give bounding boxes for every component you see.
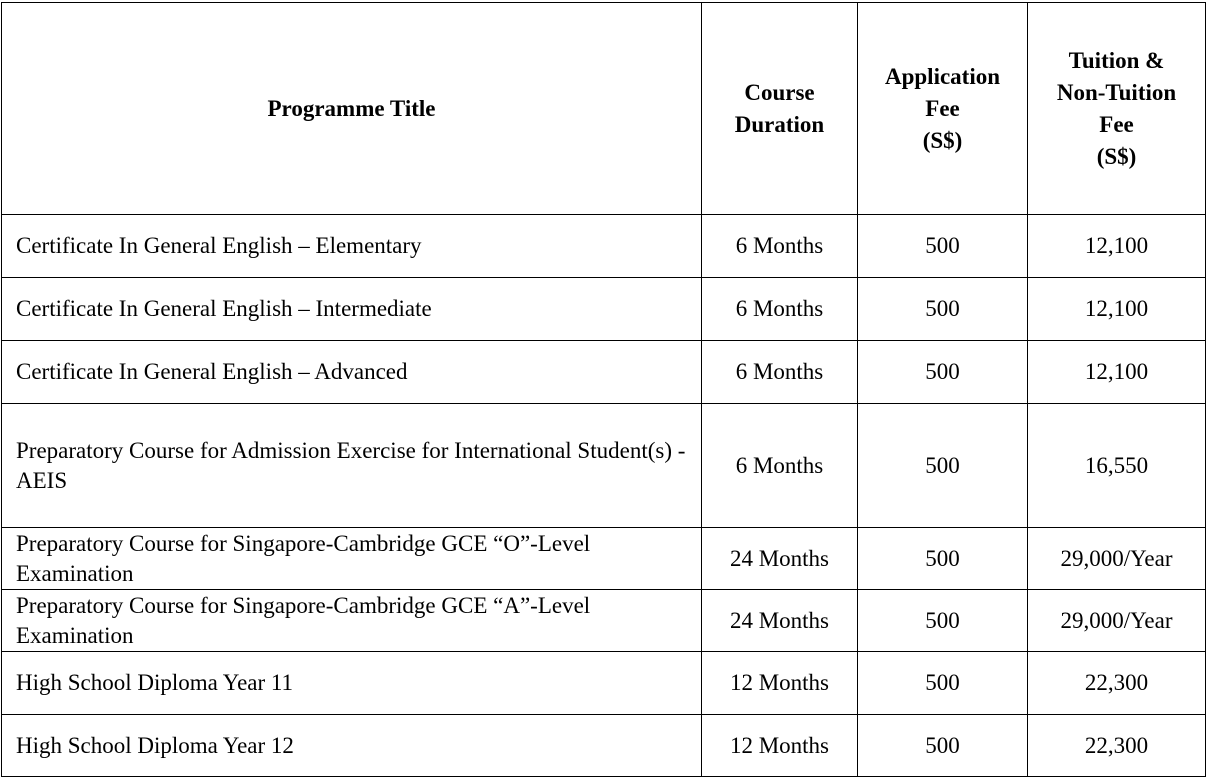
- header-application-fee: Application Fee (S$): [858, 3, 1028, 215]
- course-duration-cell: 24 Months: [702, 528, 858, 590]
- tuition-fee-cell: 12,100: [1028, 278, 1206, 341]
- table-header-row: [2, 3, 1206, 215]
- programme-title-cell: Certificate In General English – Intermediate: [2, 278, 702, 341]
- table-row: [2, 590, 1206, 652]
- tuition-fee-cell: 16,550: [1028, 404, 1206, 528]
- programme-title-cell: Preparatory Course for Singapore-Cambridge GCE “O”-Level Examination: [2, 528, 702, 590]
- header-course-duration: Course Duration: [702, 3, 858, 215]
- tuition-fee-cell: 29,000/Year: [1028, 590, 1206, 652]
- application-fee-cell: 500: [858, 215, 1028, 278]
- table-row: [2, 652, 1206, 715]
- course-duration-cell: 6 Months: [702, 341, 858, 404]
- application-fee-cell: 500: [858, 528, 1028, 590]
- table-row: [2, 404, 1206, 528]
- programme-title-cell: Certificate In General English – Advanced: [2, 341, 702, 404]
- application-fee-cell: 500: [858, 404, 1028, 528]
- programme-title-cell: Preparatory Course for Singapore-Cambridge GCE “A”-Level Examination: [2, 590, 702, 652]
- table-row: [2, 215, 1206, 278]
- programme-title-cell: Preparatory Course for Admission Exercise for International Student(s) -AEIS: [2, 404, 702, 528]
- application-fee-cell: 500: [858, 590, 1028, 652]
- application-fee-cell: 500: [858, 652, 1028, 715]
- header-programme-title: Programme Title: [2, 3, 702, 215]
- programme-title-cell: High School Diploma Year 11: [2, 652, 702, 715]
- table-row: [2, 278, 1206, 341]
- course-duration-cell: 6 Months: [702, 404, 858, 528]
- table-row: [2, 528, 1206, 590]
- application-fee-cell: 500: [858, 341, 1028, 404]
- tuition-fee-cell: 29,000/Year: [1028, 528, 1206, 590]
- course-duration-cell: 12 Months: [702, 715, 858, 777]
- tuition-fee-cell: 22,300: [1028, 715, 1206, 777]
- table-row: [2, 341, 1206, 404]
- course-duration-cell: 6 Months: [702, 278, 858, 341]
- programme-title-cell: Certificate In General English – Elementary: [2, 215, 702, 278]
- application-fee-cell: 500: [858, 715, 1028, 777]
- tuition-fee-cell: 12,100: [1028, 215, 1206, 278]
- application-fee-cell: 500: [858, 278, 1028, 341]
- course-duration-cell: 24 Months: [702, 590, 858, 652]
- tuition-fee-cell: 22,300: [1028, 652, 1206, 715]
- programme-fee-table: [1, 2, 1206, 777]
- header-tuition-fee: Tuition & Non-Tuition Fee (S$): [1028, 3, 1206, 215]
- course-duration-cell: 6 Months: [702, 215, 858, 278]
- programme-title-cell: High School Diploma Year 12: [2, 715, 702, 777]
- course-duration-cell: 12 Months: [702, 652, 858, 715]
- table-row: [2, 715, 1206, 777]
- tuition-fee-cell: 12,100: [1028, 341, 1206, 404]
